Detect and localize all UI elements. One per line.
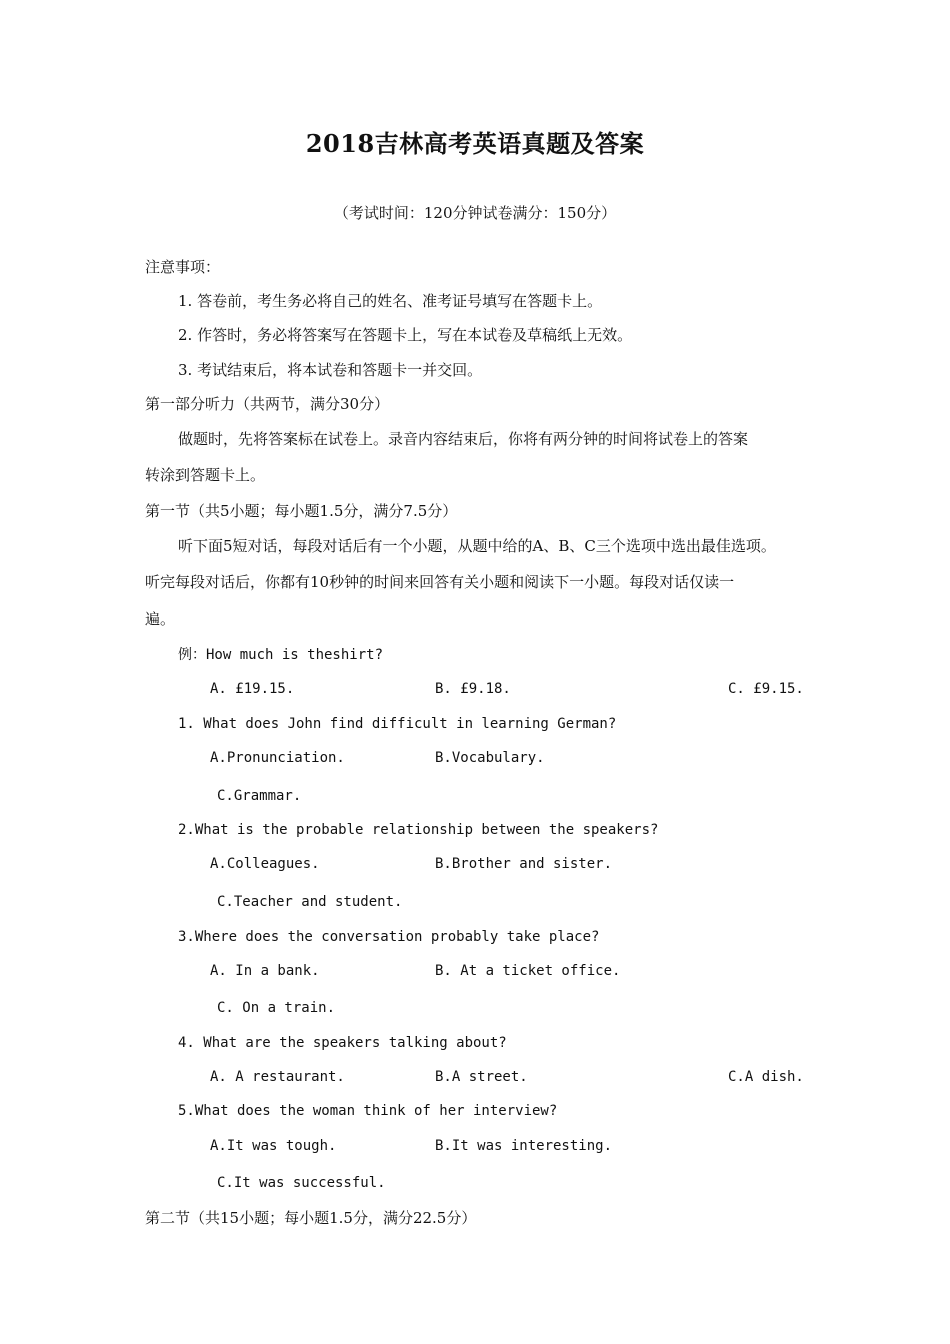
notice-item: 1. 答卷前，考生务必将自己的姓名、准考证号填写在答题卡上。 [178, 292, 603, 310]
option-a: A.Pronunciation. [210, 750, 345, 766]
option-c: C.Teacher and student. [217, 894, 403, 910]
example-question: 例：How much is theshirt? [178, 647, 384, 663]
option-b: B.It was interesting. [435, 1138, 613, 1154]
option-b: B.A street. [435, 1069, 528, 1085]
option-a: A.Colleagues. [210, 856, 320, 872]
section1-instruction: 听下面5短对话，每段对话后有一个小题，从题中给的A、B、C三个选项中选出最佳选项。 [178, 537, 776, 555]
notice-heading: 注意事项： [145, 258, 221, 276]
notice-item: 2. 作答时，务必将答案写在答题卡上，写在本试卷及草稿纸上无效。 [178, 326, 633, 344]
option-b: B.Brother and sister. [435, 856, 613, 872]
option-a: A.It was tough. [210, 1138, 337, 1154]
question-text: 1. What does John find difficult in learning German? [178, 716, 617, 732]
question-text: 2.What is the probable relationship between the speakers? [178, 822, 659, 838]
option-c: C.It was successful. [217, 1175, 386, 1191]
question-text: 4. What are the speakers talking about? [178, 1035, 507, 1051]
option-c: C.Grammar. [217, 788, 302, 804]
option-b: B. At a ticket office. [435, 963, 621, 979]
question-text: 5.What does the woman think of her interview? [178, 1103, 558, 1119]
option-b: B. £9.18. [435, 681, 511, 697]
option-a: A. A restaurant. [210, 1069, 345, 1085]
section1-heading: 第一节（共5小题；每小题1.5分，满分7.5分） [145, 502, 458, 520]
notice-item: 3. 考试结束后，将本试卷和答题卡一并交回。 [178, 361, 483, 379]
option-a: A. In a bank. [210, 963, 320, 979]
part1-heading: 第一部分听力（共两节，满分30分） [145, 395, 390, 413]
part1-instruction: 转涂到答题卡上。 [145, 466, 266, 484]
option-b: B.Vocabulary. [435, 750, 545, 766]
page-title: 2018吉林高考英语真题及答案 [305, 129, 645, 158]
section2-heading: 第二节（共15小题；每小题1.5分，满分22.5分） [145, 1209, 477, 1227]
section1-instruction: 听完每段对话后，你都有10秒钟的时间来回答有关小题和阅读下一小题。每段对话仅读一 [145, 573, 735, 591]
question-text: 3.Where does the conversation probably take place? [178, 929, 600, 945]
part1-instruction: 做题时，先将答案标在试卷上。录音内容结束后，你将有两分钟的时间将试卷上的答案 [178, 430, 749, 448]
option-c: C. £9.15. [728, 681, 804, 697]
option-c: C.A dish. [728, 1069, 804, 1085]
option-c: C. On a train. [217, 1000, 336, 1016]
option-a: A. £19.15. [210, 681, 295, 697]
exam-info: （考试时间：120分钟试卷满分：150分） [333, 204, 617, 222]
section1-instruction: 遍。 [145, 610, 176, 628]
